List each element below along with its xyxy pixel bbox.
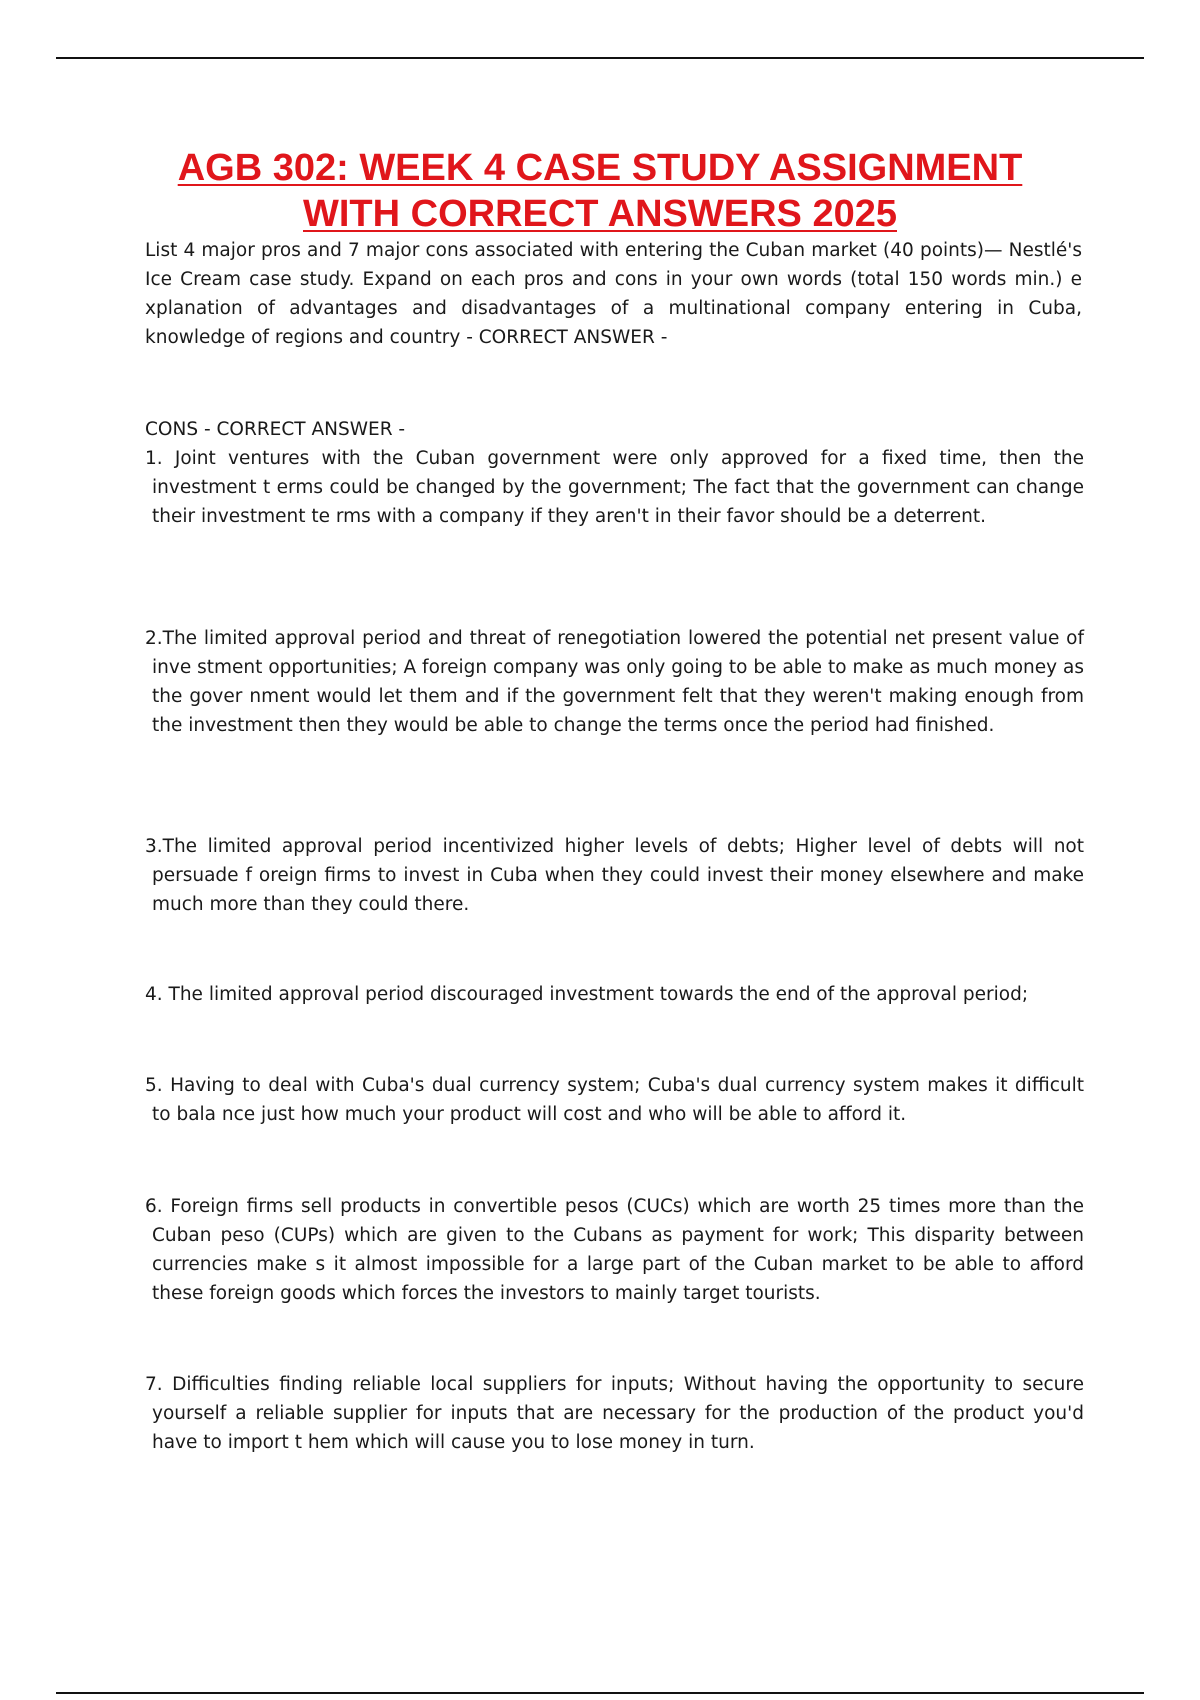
con-item-2: 2.The limited approval period and threat of renegotiation lowered the potential net present value of inve stment opportunities; A foreign company was only going to be able to make as much money as the gover nment would let them and if the government felt that they weren't making enough from the investment then they would be able to change the terms once the period had finished. (145, 628, 1084, 736)
title-line-2: WITH CORRECT ANSWERS 2025 (303, 193, 897, 235)
con-item-6: 6. Foreign firms sell products in convertible pesos (CUCs) which are worth 25 times more than the Cuban peso (CUPs) which are given to the Cubans as payment for work; This disparity between currencies make s it almost impossible for a large part of the Cuban market to be able to afford these foreign goods which forces the investors to mainly target tourists. (145, 1196, 1084, 1304)
con-item-4: 4. The limited approval period discouraged investment towards the end of the approval period; (145, 984, 1029, 1005)
header-rule (56, 57, 1144, 59)
con-item-1: 1. Joint ventures with the Cuban government were only approved for a fixed time, then the investment t erms could be changed by the government; The fact that the government can change their investment te rms with a company if they aren't in their favor should be a deterrent. (145, 448, 1084, 527)
question-prompt: List 4 major pros and 7 major cons associated with entering the Cuban market (40 points)— Nestlé's Ice Cream case study. Expand on each pros and cons in your own words (total 150 words min.) e xplanation of advantages and disadvantages of a multinational company entering in Cuba, knowledge of regions and country - CORRECT ANSWER - (145, 240, 1082, 348)
con-item-7: 7. Difficulties finding reliable local suppliers for inputs; Without having the opportunity to secure yourself a reliable supplier for inputs that are necessary for the production of the product you'd have to import t hem which will cause you to lose money in turn. (145, 1374, 1084, 1453)
con-item-5: 5. Having to deal with Cuba's dual currency system; Cuba's dual currency system makes it difficult to bala nce just how much your product will cost and who will be able to afford it. (145, 1075, 1084, 1125)
document-title (120, 145, 1080, 237)
cons-heading: CONS - CORRECT ANSWER - (145, 419, 406, 440)
con-item-3: 3.The limited approval period incentivized higher levels of debts; Higher level of debts will not persuade f oreign firms to invest in Cuba when they could invest their money elsewhere and make much more than they could there. (145, 836, 1084, 915)
title-line-1: AGB 302: WEEK 4 CASE STUDY ASSIGNMENT (177, 147, 1023, 189)
footer-rule (56, 1692, 1144, 1694)
